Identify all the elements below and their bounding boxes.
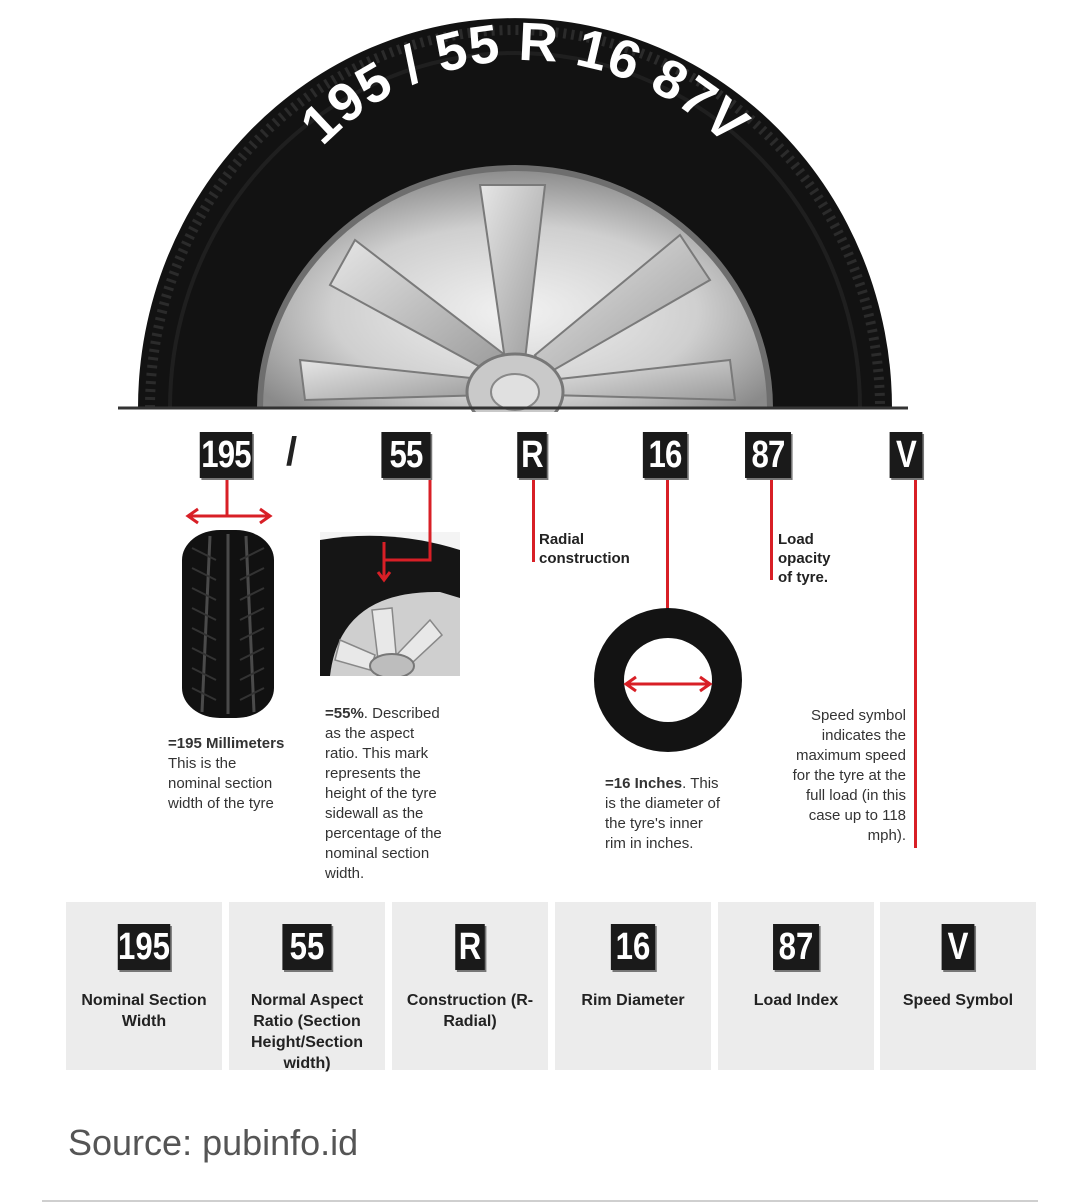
legend-badge: 87 <box>773 924 819 970</box>
load-label: Load opacity of tyre. <box>778 531 831 586</box>
legend-badge: V <box>942 924 975 970</box>
badge-load: 87 <box>745 432 791 478</box>
radial-label: Radial construction <box>539 531 630 567</box>
badge-width: 195 <box>201 434 251 476</box>
legend-panel-load <box>718 902 874 1070</box>
badge-construction: R <box>517 432 547 478</box>
legend-label: Normal Aspect Ratio (Section Height/Section width) <box>250 992 364 1072</box>
width-arrow-icon <box>184 480 274 530</box>
legend-panel-aspect <box>229 902 385 1070</box>
legend-label: Rim Diameter <box>581 992 685 1009</box>
legend-label: Construction (R-Radial) <box>406 992 534 1030</box>
tyre-sidewall-text: 195 / 55 R 16 87V <box>289 11 761 156</box>
rim-description: =16 Inches. This is the diameter of the tyre's inner rim in inches. <box>605 775 721 852</box>
width-description: =195 Millimeters This is the nominal section width of the tyre <box>168 735 285 812</box>
slash-separator: / <box>286 430 298 474</box>
legend-badge: 16 <box>611 924 655 970</box>
source-caption: Source: pubinfo.id <box>68 1122 359 1163</box>
legend-badge: R <box>455 924 485 970</box>
radial-guide-line <box>532 480 535 562</box>
legend-label: Nominal Section Width <box>81 992 207 1030</box>
rim-ring-icon <box>590 604 748 756</box>
legend-badge: 195 <box>118 926 170 968</box>
badge-rim: 16 <box>643 432 687 478</box>
sidewall-icon <box>320 480 465 676</box>
tyre-illustration <box>110 0 920 412</box>
speed-guide-line <box>914 480 917 848</box>
legend-panel-rim <box>555 902 711 1070</box>
aspect-description: =55%. Described as the aspect ratio. This mark represents the height of the tyre sidewall as the percentage of the nominal section width. <box>325 705 442 882</box>
legend-panel-width <box>66 902 222 1070</box>
legend-panel-speed <box>880 902 1036 1070</box>
load-guide-line <box>770 480 773 580</box>
legend-badge: 55 <box>282 924 331 970</box>
speed-description: Speed symbol indicates the maximum speed for the tyre at the full load (in this case up to 118 mph). <box>792 707 906 844</box>
tread-tyre-icon <box>180 528 276 720</box>
divider <box>42 1200 1038 1202</box>
badge-aspect: 55 <box>381 432 430 478</box>
legend-label: Speed Symbol <box>902 992 1014 1009</box>
badge-speed: V <box>890 432 923 478</box>
legend-panel-construction <box>392 902 548 1070</box>
legend-label: Load Index <box>753 992 839 1009</box>
